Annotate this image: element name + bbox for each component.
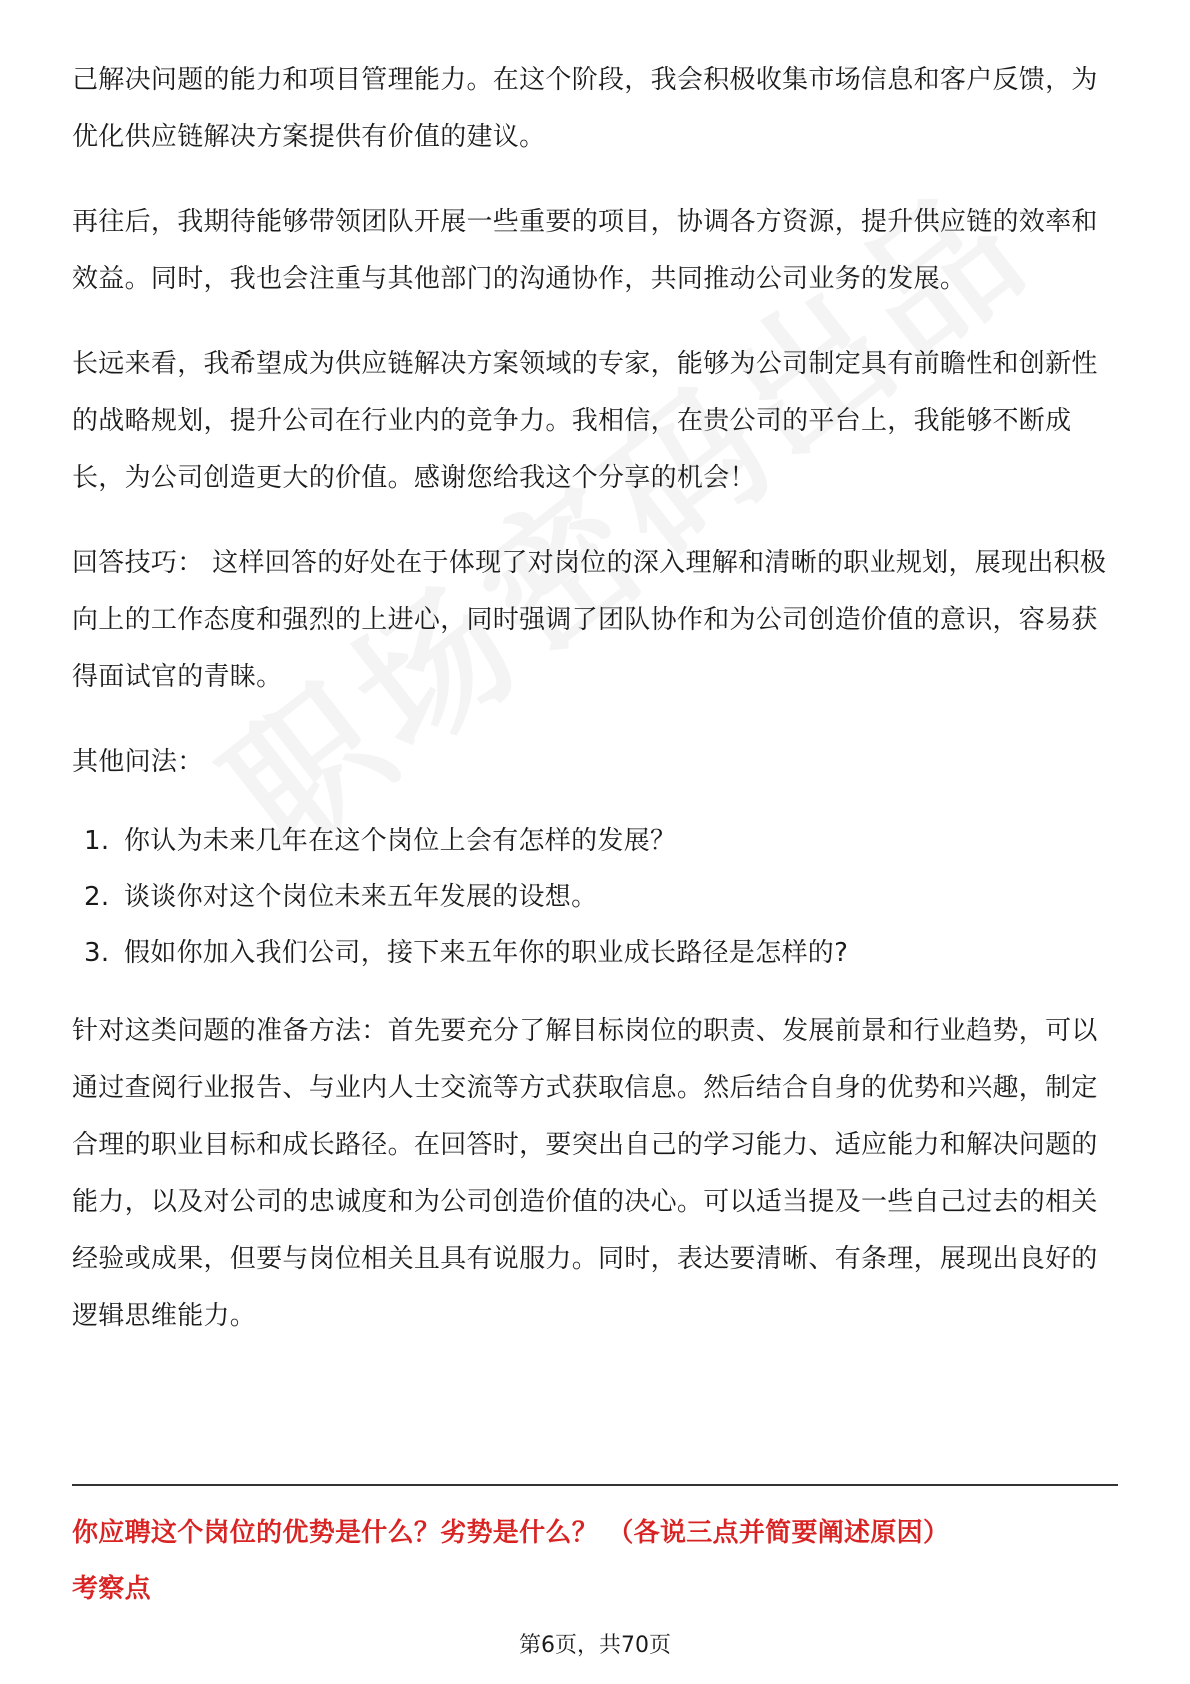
list-item-text: 谈谈你对这个岗位未来五年发展的设想。 [124,882,598,912]
section-divider [72,1484,1118,1486]
list-item [84,925,1118,981]
page-content [72,52,1118,1373]
preparation-paragraph: 针对这类问题的准备方法：首先要充分了解目标岗位的职责、发展前景和行业趋势，可以通过查阅行业报告、与业内人士交流等方式获取信息。然后结合自身的优势和兴趣，制定合理的职业目标和成长路径。在回答时，要突出自己的学习能力、适应能力和解决问题的能力，以及对公司的忠诚度和为公司创造价值的决心。可以适当提及一些自己过去的相关经验或成果，但要与岗位相关且具有说服力。同时，表达要清晰、有条理，展现出良好的逻辑思维能力。 [72,1016,1098,1331]
paragraph-2: 再往后，我期待能够带领团队开展一些重要的项目，协调各方资源，提升供应链的效率和效益。同时，我也会注重与其他部门的沟通协作，共同推动公司业务的发展。 [72,207,1098,294]
list-item-number: 1. [84,826,110,856]
list-item-text: 你认为未来几年在这个岗位上会有怎样的发展？ [124,826,677,856]
paragraph-3: 长远来看，我希望成为供应链解决方案领域的专家，能够为公司制定具有前瞻性和创新性的战略规划，提升公司在行业内的竞争力。我相信，在贵公司的平台上，我能够不断成长，为公司创造更大的价值。感谢您给我这个分享的机会！ [72,349,1098,493]
list-item [84,813,1118,869]
list-item-text: 假如你加入我们公司，接下来五年你的职业成长路径是怎样的? [124,938,849,968]
answer-tips-paragraph: 回答技巧： 这样回答的好处在于体现了对岗位的深入理解和清晰的职业规划，展现出积极向上的工作态度和强烈的上进心，同时强调了团队协作和为公司创造价值的意识，容易获得面试官的青睐。 [72,548,1107,692]
page-number: 第6页，共70页 [519,1633,671,1658]
list-item-number: 2. [84,882,110,912]
other-questions-list [72,813,1118,981]
paragraph-1: 己解决问题的能力和项目管理能力。在这个阶段，我会积极收集市场信息和客户反馈，为优化供应链解决方案提供有价值的建议。 [72,65,1098,152]
list-item [84,869,1118,925]
list-item-number: 3. [84,938,110,968]
next-question-heading: 你应聘这个岗位的优势是什么？劣势是什么？ （各说三点并简要阐述原因） [72,1518,950,1548]
other-questions-label: 其他问法： [72,747,204,777]
examination-points-label: 考察点 [72,1574,151,1604]
